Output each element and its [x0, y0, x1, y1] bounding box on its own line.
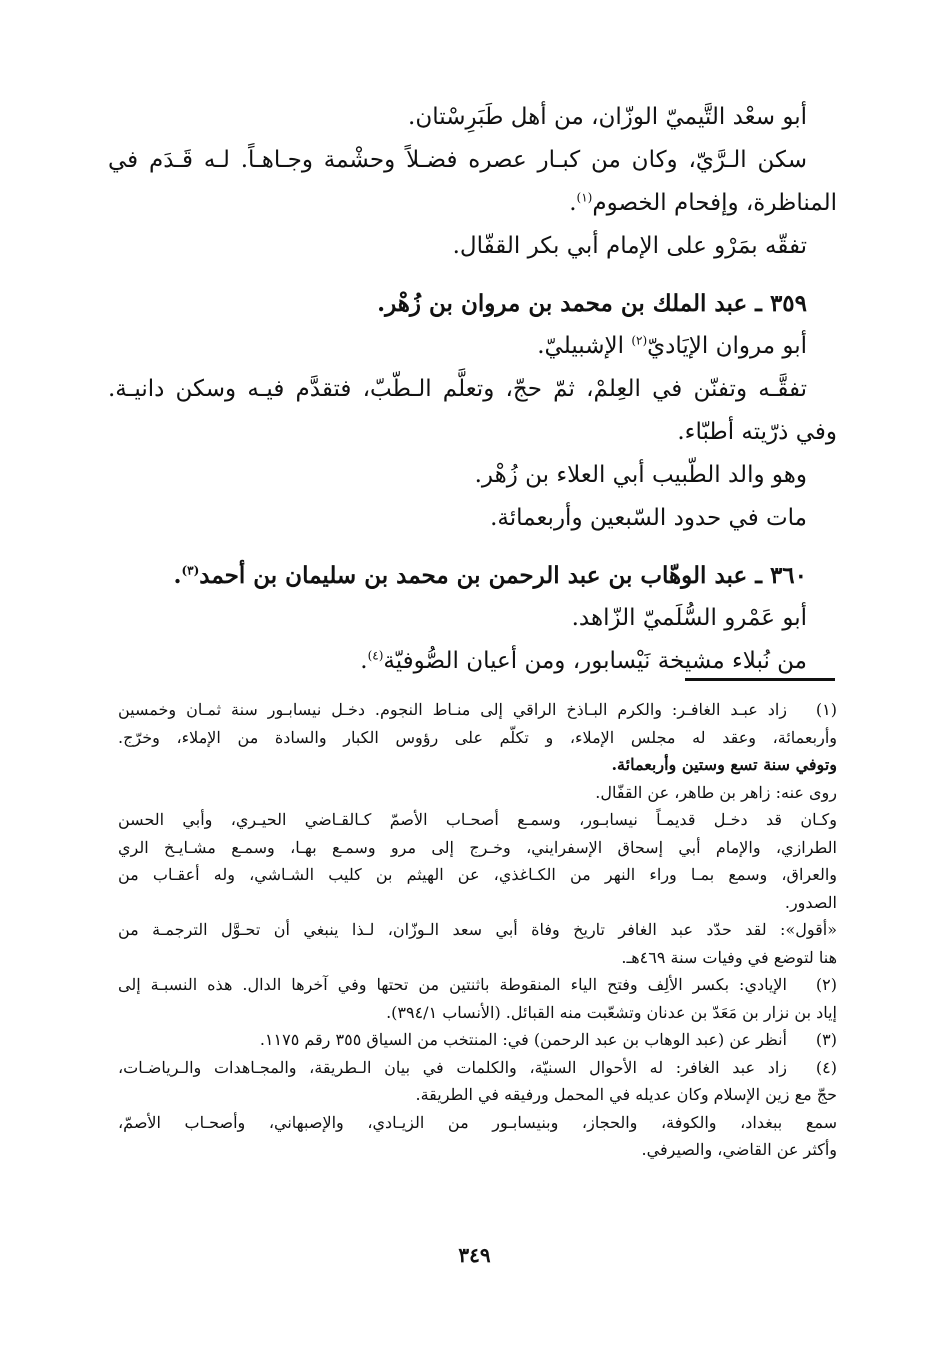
footnote-line: «أقول»: لقد حدّد عبد الغافر تاريخ وفاة أبي سعد الـوزّان، لـذا ينبغي أن تحـوَّل الترجمـة من — [118, 920, 837, 939]
footnote-body — [118, 1054, 837, 1164]
text-line — [108, 325, 837, 368]
footnote-line: الإيادي: بكسر الألِف وفتح الياء المنقوطة باثنتين من تحتها وفي آخرها الدال. هذه النسبـة إلى — [118, 975, 787, 994]
footnote-line: والعراق، وسمع بمـا وراء النهر من الكـاغذي، عن الهيثم بن كليب الشـاشي، وله أعقـاب من — [118, 865, 837, 884]
footnote-line: وأكثر عن القاضي، والصيرفي. — [641, 1140, 837, 1159]
footnote — [118, 696, 837, 971]
text-line: وفي ذرّيته أطبّاء. — [677, 419, 837, 445]
footnote-body — [118, 696, 837, 971]
entry-heading: ٣٥٩ ـ عبد الملك بن محمد بن مروان بن زُهْر. — [377, 290, 807, 317]
text-line: تفقّه بمَرْو على الإمام أبي بكر القفّال. — [452, 233, 807, 259]
text-line: أبو سعْد التَّيميّ الوزّان، من أهل طَبَرِسْتان. — [408, 104, 807, 130]
footnote-number: (٤) — [815, 1057, 837, 1077]
text-line: المناظرة، وإفحام الخصوم$^{(١)}$. — [569, 190, 837, 216]
footnote-marker: (٤) — [367, 648, 384, 663]
footnote-marker: (٣) — [181, 563, 200, 578]
footnote-line: سمع ببغداد، والكوفة، والحجاز، وبنيسابـور من الزيـادي، والإصبهاني، وأصحـاب الأصمّ، — [118, 1112, 837, 1132]
footnote-line: وكـان قد دخـل قديمـاً نيسابـور، وسمـع أصحـاب الأصمّ كـالقـاضي الحيـري، وأبي الحسن — [118, 810, 837, 829]
main-text — [108, 96, 837, 683]
text-line: تفقَّـه وتفنّن في العِلمْ، ثمّ حجّ، وتعلَّم الـطّبّ، فتقدَّم فيـه وسكن دانيـة. — [108, 376, 807, 402]
footnote-line: وأربعمائة، وعقد له مجلس الإملاء، و تكلّم على رؤوس الكبار والسادة من الإملاء، وخرّج. — [118, 727, 837, 747]
footnotes — [118, 696, 837, 1164]
footnote-line: زاد عبـد الغافـر: والكرم البـاذخ الراقي إلى منـاط النجوم. دخـل نيسابـور سنة ثمـان وخمسين — [118, 700, 787, 719]
footnote-line: الطرازي، والإمام أبي إسحاق الإسفرايني، وخـرج إلى مرو وسمـع بهـا، وسمـع مشـايـخ الري — [118, 837, 837, 857]
footnote-marker: (٢) — [631, 333, 648, 348]
footnote — [118, 1026, 837, 1054]
footnote-line: وتوفي سنة تسع وستين وأربعمائة. — [611, 755, 837, 774]
text-segment: ٣٦٠ ـ عبد الوهّاب بن عبد الرحمن بن محمد بن سليمان بن أحمد — [199, 562, 807, 589]
footnote-body — [118, 1026, 787, 1054]
footnote-line: الصدور. — [784, 892, 837, 912]
footnote-line: هنا لتوضع في وفيات سنة ٤٦٩هـ. — [621, 947, 837, 967]
footnote-separator — [685, 678, 835, 681]
text-line: أبو عَمْرو السُّلَميّ الزّاهد. — [571, 605, 807, 631]
text-segment: أبو مروان الإيَاديّ — [647, 333, 807, 359]
footnote-line: حجّ مع زين الإسلام وكان عديله في المحمل ورفيقه في الطريقة. — [415, 1085, 837, 1104]
text-segment: المناظرة، وإفحام الخصوم — [592, 190, 837, 216]
footnote-marker: (١) — [576, 190, 593, 205]
footnote-number: (١) — [815, 700, 837, 719]
footnote-number: (٢) — [815, 975, 837, 994]
footnote-line: إياد بن نزار بن مَعَدّ بن عدنان وتشعّبت منه القبائل. (الأنساب ٣٩٤/١). — [386, 1002, 837, 1022]
entry-heading: ٣٦٠ ـ عبد الوهّاب بن عبد الرحمن بن محمد بن سليمان بن أحمد$^{(٣)}$. — [173, 562, 807, 589]
text-line: سكن الـرَّيّ، وكان من كبـار عصره فضـلاً وحشْمة وجـاهـاً. لـه قَـدَم في — [108, 147, 807, 173]
footnote-number: (٣) — [815, 1030, 837, 1049]
footnote-line: أنظر عن (عبد الوهاب بن عبد الرحمن) في: المنتخب من السياق ٣٥٥ رقم ١١٧٥. — [259, 1030, 787, 1049]
footnote — [118, 1054, 837, 1164]
text-segment: من نُبلاء مشيخة نَيْسابور، ومن أعيان الصُّوفيّة — [383, 648, 807, 674]
text-line: وهو والد الطّبيب أبي العلاء بن زُهْر. — [474, 462, 807, 488]
text-segment: الإشبيليّ. — [537, 333, 632, 359]
footnote-line: زاد عبد الغافر: له الأحوال السنيّة، والكلمات في بيان الـطريقة، والمجـاهدات والـرياضـات، — [118, 1057, 787, 1077]
footnote-body — [118, 971, 837, 1026]
text-line: مات في حدود السّبعين وأربعمائة. — [490, 505, 807, 531]
footnote-line: روى عنه: زاهر بن طاهر، عن القفّال. — [595, 782, 837, 802]
text-line: من نُبلاء مشيخة نَيْسابور، ومن أعيان الصُّوفيّة$^{(٤)}$. — [360, 648, 807, 674]
page-number: ٣٤٩ — [458, 1243, 491, 1267]
footnote — [118, 971, 837, 1026]
